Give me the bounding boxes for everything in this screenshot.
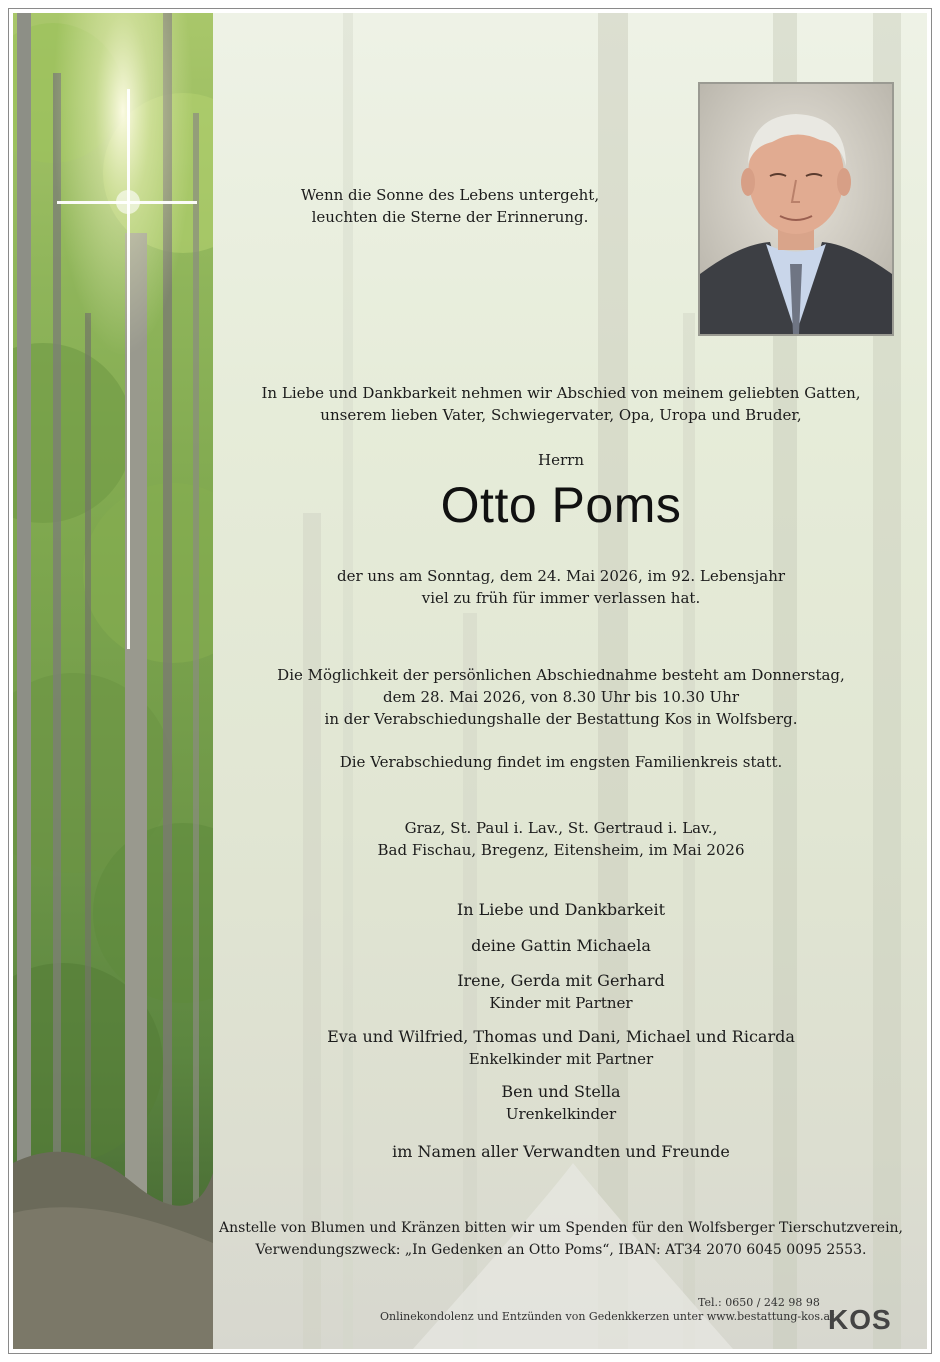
death-notice bbox=[204, 565, 918, 609]
farewell-info bbox=[204, 664, 918, 730]
places-date bbox=[204, 817, 918, 861]
family-wife: deine Gattin Michaela bbox=[471, 936, 651, 955]
family-closing: im Namen aller Verwandten und Freunde bbox=[392, 1142, 730, 1161]
memorial-quote bbox=[90, 184, 810, 228]
intro-text bbox=[204, 382, 918, 426]
family-grandchildren bbox=[204, 1026, 918, 1070]
phone-number: Tel.: 0650 / 242 98 98 bbox=[698, 1296, 820, 1309]
online-condolence-text: Onlinekondolenz und Entzünden von Gedenkkerzen unter www.bestattung-kos.at bbox=[380, 1310, 835, 1323]
intro-line-1: In Liebe und Dankbarkeit nehmen wir Abschied von meinem geliebten Gatten, bbox=[261, 384, 861, 402]
family-greatgrandchildren bbox=[204, 1081, 918, 1125]
places-line-2: Bad Fischau, Bregenz, Eitensheim, im Mai 2026 bbox=[377, 841, 745, 859]
salutation: Herrn bbox=[538, 451, 584, 469]
grandchildren-names: Eva und Wilfried, Thomas und Dani, Michael und Ricarda bbox=[327, 1027, 795, 1046]
quote-line-1: Wenn die Sonne des Lebens untergeht, bbox=[300, 186, 600, 204]
kos-logo: KOS bbox=[828, 1304, 892, 1335]
children-label: Kinder mit Partner bbox=[489, 994, 633, 1012]
death-line-2: viel zu früh für immer verlassen hat. bbox=[421, 589, 701, 607]
places-line-1: Graz, St. Paul i. Lav., St. Gertraud i. Lav., bbox=[404, 819, 718, 837]
donation-line-2: Verwendungszweck: „In Gedenken an Otto Poms“, IBAN: AT34 2070 6045 0095 2553. bbox=[255, 1242, 867, 1258]
farewell-line-3: in der Verabschiedungshalle der Bestattung Kos in Wolfsberg. bbox=[324, 710, 798, 728]
grandchildren-label: Enkelkinder mit Partner bbox=[468, 1050, 654, 1068]
family-heading: In Liebe und Dankbarkeit bbox=[456, 900, 666, 919]
farewell-private: Die Verabschiedung findet im engsten Familienkreis statt. bbox=[339, 753, 783, 771]
donation-request bbox=[204, 1217, 918, 1261]
farewell-line-1: Die Möglichkeit der persönlichen Abschiednahme besteht am Donnerstag, bbox=[277, 666, 845, 684]
greatgrand-label: Urenkelkinder bbox=[505, 1105, 617, 1123]
deceased-name: Otto Poms bbox=[440, 477, 682, 533]
quote-line-2: leuchten die Sterne der Erinnerung. bbox=[311, 208, 589, 226]
intro-line-2: unserem lieben Vater, Schwiegervater, Opa, Uropa und Bruder, bbox=[320, 406, 802, 424]
death-line-1: der uns am Sonntag, dem 24. Mai 2026, im 92. Lebensjahr bbox=[336, 567, 786, 585]
farewell-line-2: dem 28. Mai 2026, von 8.30 Uhr bis 10.30 Uhr bbox=[382, 688, 740, 706]
children-names: Irene, Gerda mit Gerhard bbox=[457, 971, 665, 990]
family-children bbox=[204, 970, 918, 1014]
donation-line-1: Anstelle von Blumen und Kränzen bitten wir um Spenden für den Wolfsberger Tierschutzverein, bbox=[218, 1220, 904, 1236]
greatgrand-names: Ben und Stella bbox=[501, 1082, 621, 1101]
